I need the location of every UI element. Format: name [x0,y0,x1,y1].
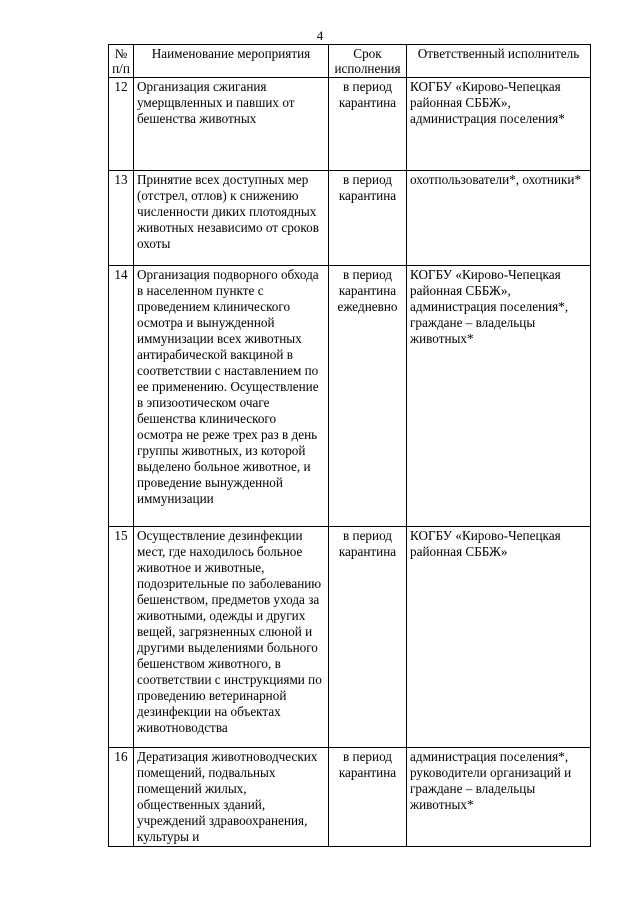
table-row [109,527,591,748]
measure-term: в период карантина ежедневно [329,266,407,527]
row-number: 12 [109,78,134,171]
row-number: 15 [109,527,134,748]
header-num: № п/п [109,45,134,78]
row-number: 16 [109,748,134,847]
measure-term: в период карантина [329,748,407,847]
measures-table [108,44,591,847]
table-row [109,171,591,266]
page-number: 4 [316,28,324,43]
measure-executor: КОГБУ «Кирово-Чепецкая районная СББЖ», администрация поселения* [407,78,591,171]
table-row [109,748,591,847]
measure-name: Организация сжигания умерщвленных и павших от бешенства животных [134,78,329,171]
row-number: 13 [109,171,134,266]
measure-name: Дератизация животноводческих помещений, подвальных помещений жилых, общественных зданий, учреждений здравоохранения, культуры и [134,748,329,847]
header-name: Наименование мероприятия [134,45,329,78]
measure-executor: охотпользователи*, охотники* [407,171,591,266]
header-term: Срок исполнения [329,45,407,78]
row-number: 14 [109,266,134,527]
table-row [109,266,591,527]
header-executor: Ответственный исполнитель [407,45,591,78]
measure-term: в период карантина [329,171,407,266]
measure-name: Организация подворного обхода в населенном пункте с проведением клинического осмотра и вынужденной иммунизации всех животных антирабической вакциной в соответствии с наставлением по ее применению. Осуществление в эпизоотическом очаге бешенства клинического осмотра не реже трех раз в день группы животных, из которой выделено больное животное, и проведение вынужденной иммунизации [134,266,329,527]
measure-term: в период карантина [329,78,407,171]
measure-name: Осуществление дезинфекции мест, где находилось больное животное и животные, подозрительные по заболеванию бешенством, предметов ухода за животными, одежды и других вещей, загрязненных слюной и другими выделениями больного бешенством животного, в соответствии с инструкциями по проведению ветеринарной дезинфекции на объектах животноводства [134,527,329,748]
measure-executor: администрация поселения*, руководители организаций и граждане – владельцы животных* [407,748,591,847]
measure-executor: КОГБУ «Кирово-Чепецкая районная СББЖ» [407,527,591,748]
measure-executor: КОГБУ «Кирово-Чепецкая районная СББЖ», администрация поселения*, граждане – владельцы животных* [407,266,591,527]
table-row [109,78,591,171]
table-header-row [109,45,591,78]
measure-name: Принятие всех доступных мер (отстрел, отлов) к снижению численности диких плотоядных животных независимо от сроков охоты [134,171,329,266]
measure-term: в период карантина [329,527,407,748]
